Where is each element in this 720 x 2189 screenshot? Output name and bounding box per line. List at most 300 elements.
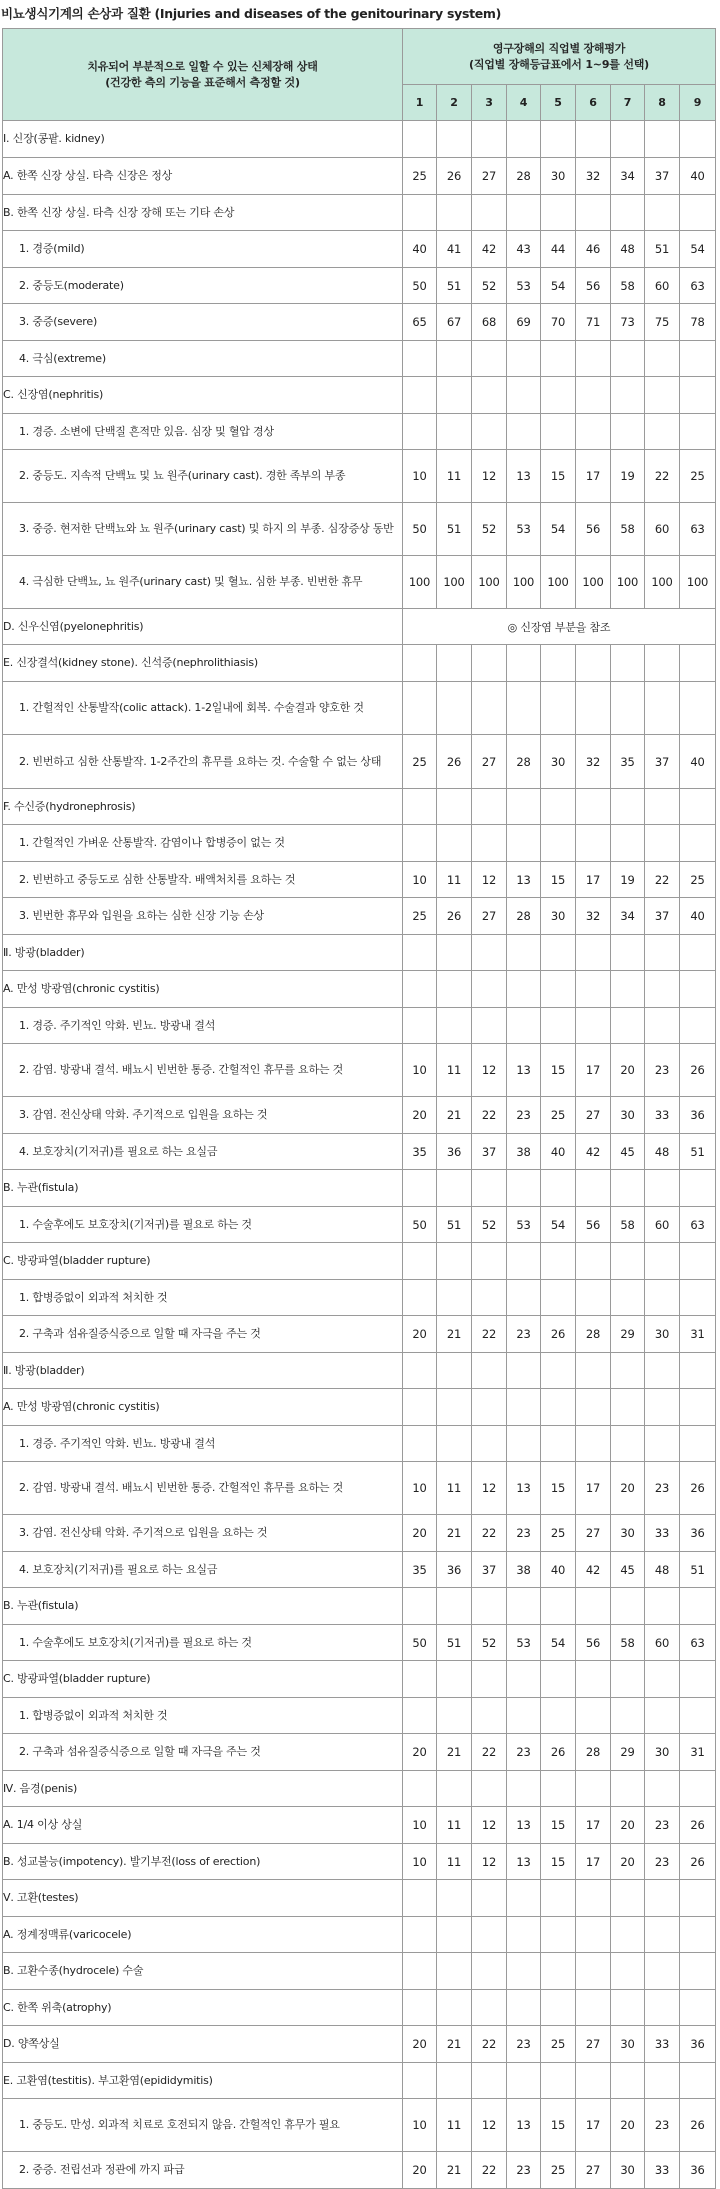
grade-value-cell: 19 (611, 450, 645, 503)
grade-value-cell: 20 (403, 2152, 437, 2189)
grade-value-cell: 67 (437, 304, 472, 341)
grade-value-cell (507, 1426, 541, 1462)
grade-value-cell: 29 (611, 1316, 645, 1353)
grade-value-cell: 22 (472, 1734, 507, 1771)
table-row (3, 1044, 716, 1097)
grade-value-cell (403, 341, 437, 377)
grade-value-cell (680, 1588, 716, 1625)
grade-value-cell (611, 1771, 645, 1807)
table-row (3, 1698, 716, 1734)
grade-value-cell (541, 1353, 576, 1389)
grade-value-cell (611, 195, 645, 231)
grade-value-cell (680, 935, 716, 971)
grade-value-cell: 30 (645, 1316, 680, 1353)
condition-label: B. 누관(fistula) (3, 1170, 403, 1207)
grade-value-cell: 51 (680, 1552, 716, 1588)
grade-value-cell: 30 (611, 1515, 645, 1552)
grade-value-cell: 70 (541, 304, 576, 341)
table-row (3, 1243, 716, 1280)
grade-value-cell (611, 1953, 645, 1990)
grade-value-cell (576, 825, 611, 862)
grade-value-cell (611, 377, 645, 414)
condition-label: 2. 구축과 섬유질증식증으로 일할 때 자극을 주는 것 (3, 1316, 403, 1353)
table-row (3, 503, 716, 556)
grade-value-cell (472, 1426, 507, 1462)
condition-label: 2. 감염. 방광내 결석. 배뇨시 빈번한 통증. 간헐적인 휴무를 요하는 것 (3, 1044, 403, 1097)
grade-value-cell: 60 (645, 1207, 680, 1243)
grade-value-cell (437, 789, 472, 825)
grade-value-cell (541, 1280, 576, 1316)
grade-value-cell (472, 1661, 507, 1698)
grade-value-cell: 10 (403, 2099, 437, 2152)
grade-value-cell: 36 (680, 2152, 716, 2189)
grade-value-cell (611, 1353, 645, 1389)
condition-label: A. 1/4 이상 상실 (3, 1807, 403, 1844)
grade-value-cell (645, 377, 680, 414)
condition-label: C. 방광파열(bladder rupture) (3, 1661, 403, 1698)
grade-value-cell (576, 1008, 611, 1044)
table-row (3, 789, 716, 825)
grade-value-cell: 30 (541, 735, 576, 789)
grade-value-cell: 52 (472, 503, 507, 556)
grade-value-cell: 38 (507, 1134, 541, 1170)
grade-value-cell (576, 971, 611, 1008)
disability-table (2, 28, 716, 2189)
grade-value-cell (403, 1588, 437, 1625)
grade-value-cell (611, 1698, 645, 1734)
grade-value-cell (507, 789, 541, 825)
grade-value-cell (680, 1426, 716, 1462)
grade-value-cell: 26 (680, 1044, 716, 1097)
grade-value-cell (507, 121, 541, 158)
grade-value-cell: 23 (645, 1844, 680, 1880)
table-row (3, 1316, 716, 1353)
grade-value-cell: 69 (507, 304, 541, 341)
grade-value-cell: 50 (403, 1625, 437, 1661)
condition-label: B. 한쪽 신장 상실. 타측 신장 장해 또는 기타 손상 (3, 195, 403, 231)
grade-value-cell: 10 (403, 862, 437, 898)
grade-value-cell (541, 1917, 576, 1953)
grade-value-cell: 58 (611, 1625, 645, 1661)
table-row (3, 1134, 716, 1170)
table-row (3, 1990, 716, 2026)
grade-value-cell: 12 (472, 862, 507, 898)
grade-value-cell (645, 1353, 680, 1389)
grade-value-cell (680, 377, 716, 414)
grade-value-cell: 100 (541, 556, 576, 609)
grade-value-cell: 53 (507, 268, 541, 304)
grade-value-cell (437, 682, 472, 735)
condition-column-header (3, 29, 403, 121)
table-row (3, 1389, 716, 1426)
grade-value-cell: 20 (403, 1515, 437, 1552)
grade-value-cell: 13 (507, 1044, 541, 1097)
table-row (3, 1280, 716, 1316)
grade-value-cell: 51 (437, 1625, 472, 1661)
grade-value-cell: 20 (403, 1316, 437, 1353)
table-row (3, 935, 716, 971)
grade-value-cell (507, 414, 541, 450)
condition-label: E. 고환염(testitis). 부고환염(epididymitis) (3, 2063, 403, 2099)
grade-value-cell (403, 1389, 437, 1426)
grade-value-cell: 25 (541, 1097, 576, 1134)
grade-value-cell: 56 (576, 1207, 611, 1243)
grade-value-cell: 10 (403, 450, 437, 503)
grade-value-cell: 54 (541, 1625, 576, 1661)
table-row (3, 2152, 716, 2189)
grade-value-cell (507, 195, 541, 231)
grade-header-2: 2 (437, 85, 472, 121)
grade-value-cell: 30 (611, 1097, 645, 1134)
grade-value-cell (576, 414, 611, 450)
table-row (3, 862, 716, 898)
grade-value-cell: 52 (472, 1625, 507, 1661)
grade-value-cell (437, 1170, 472, 1207)
condition-label: 4. 극심(extreme) (3, 341, 403, 377)
grade-value-cell (576, 1661, 611, 1698)
grade-value-cell: 42 (576, 1134, 611, 1170)
condition-label: 2. 중증. 전립선과 정관에 까지 파급 (3, 2152, 403, 2189)
grade-value-cell: 33 (645, 2152, 680, 2189)
grade-value-cell: 26 (437, 158, 472, 195)
grade-value-cell: 27 (576, 1097, 611, 1134)
condition-label: 3. 빈번한 휴무와 입원을 요하는 심한 신장 기능 손상 (3, 898, 403, 935)
grade-value-cell (576, 1280, 611, 1316)
grade-value-cell (472, 789, 507, 825)
grade-value-cell: 12 (472, 1044, 507, 1097)
grade-value-cell: 27 (576, 2026, 611, 2063)
grade-value-cell: 17 (576, 1844, 611, 1880)
grade-value-cell: 28 (507, 898, 541, 935)
condition-label: Ⅴ. 고환(testes) (3, 1880, 403, 1917)
grade-value-cell: 25 (403, 158, 437, 195)
grade-value-cell: 28 (507, 158, 541, 195)
condition-label: 2. 구축과 섬유질증식증으로 일할 때 자극을 주는 것 (3, 1734, 403, 1771)
grade-value-cell: 100 (507, 556, 541, 609)
grade-value-cell (541, 121, 576, 158)
table-header (3, 29, 716, 121)
grade-value-cell: 15 (541, 1807, 576, 1844)
condition-label: Ⅰ. 신장(콩팥. kidney) (3, 121, 403, 158)
grade-value-cell: 20 (403, 1734, 437, 1771)
grade-value-cell (576, 377, 611, 414)
grade-value-cell: 11 (437, 862, 472, 898)
grade-value-cell (541, 1698, 576, 1734)
grade-value-cell (645, 1170, 680, 1207)
table-row (3, 735, 716, 789)
grade-value-cell (645, 1990, 680, 2026)
grade-value-cell (541, 935, 576, 971)
grade-value-cell: 15 (541, 2099, 576, 2152)
grade-value-cell (576, 1771, 611, 1807)
grade-value-cell: 13 (507, 1807, 541, 1844)
grade-value-cell: 26 (437, 735, 472, 789)
grade-value-cell: 48 (645, 1552, 680, 1588)
grade-value-cell: 12 (472, 1844, 507, 1880)
grade-value-cell: 65 (403, 304, 437, 341)
grade-value-cell: 50 (403, 503, 437, 556)
grade-value-cell: 45 (611, 1134, 645, 1170)
grade-header-line1: 영구장해의 직업별 장해평가 (492, 41, 626, 55)
condition-label: 3. 감염. 전신상태 악화. 주기적으로 입원을 요하는 것 (3, 1515, 403, 1552)
grade-value-cell: 21 (437, 1097, 472, 1134)
grade-value-cell (472, 195, 507, 231)
table-row (3, 556, 716, 609)
grade-value-cell: 10 (403, 1807, 437, 1844)
grade-value-cell: 50 (403, 268, 437, 304)
grade-value-cell: 17 (576, 1807, 611, 1844)
grade-value-cell (611, 2063, 645, 2099)
grade-value-cell: 35 (611, 735, 645, 789)
condition-label: E. 신장결석(kidney stone). 신석증(nephrolithiasis) (3, 645, 403, 682)
grade-value-cell: 51 (437, 1207, 472, 1243)
grade-value-cell: 31 (680, 1734, 716, 1771)
condition-label: F. 수신증(hydronephrosis) (3, 789, 403, 825)
grade-value-cell: 13 (507, 1844, 541, 1880)
grade-value-cell (541, 1953, 576, 1990)
grade-value-cell (680, 1170, 716, 1207)
grade-value-cell (437, 414, 472, 450)
table-row (3, 1661, 716, 1698)
grade-value-cell (507, 682, 541, 735)
table-row (3, 1097, 716, 1134)
reference-note: ◎ 신장염 부분을 참조 (403, 609, 716, 645)
grade-value-cell: 11 (437, 1807, 472, 1844)
grade-value-cell (541, 1771, 576, 1807)
condition-label: B. 누관(fistula) (3, 1588, 403, 1625)
grade-value-cell (645, 682, 680, 735)
grade-value-cell: 25 (541, 2026, 576, 2063)
grade-value-cell (611, 1280, 645, 1316)
condition-label: B. 성교불능(impotency). 발기부전(loss of erection) (3, 1844, 403, 1880)
grade-value-cell: 22 (472, 2026, 507, 2063)
grade-value-cell: 11 (437, 2099, 472, 2152)
grade-value-cell (403, 1008, 437, 1044)
grade-value-cell: 26 (437, 898, 472, 935)
condition-label: 3. 중증. 현저한 단백뇨와 뇨 원주(urinary cast) 및 하지 의 부종. 심장증상 동반 (3, 503, 403, 556)
grade-group-header (403, 29, 716, 85)
grade-value-cell (645, 1426, 680, 1462)
grade-value-cell (403, 1698, 437, 1734)
grade-value-cell (437, 825, 472, 862)
table-row (3, 158, 716, 195)
table-row (3, 414, 716, 450)
grade-value-cell: 23 (645, 1462, 680, 1515)
grade-value-cell (680, 825, 716, 862)
grade-value-cell: 34 (611, 898, 645, 935)
grade-value-cell (576, 1880, 611, 1917)
grade-value-cell: 20 (611, 2099, 645, 2152)
grade-value-cell (680, 682, 716, 735)
grade-value-cell (403, 1243, 437, 1280)
grade-value-cell (541, 1880, 576, 1917)
table-row (3, 2099, 716, 2152)
grade-value-cell: 40 (403, 231, 437, 268)
grade-value-cell: 100 (611, 556, 645, 609)
grade-value-cell (680, 195, 716, 231)
table-row (3, 1880, 716, 1917)
grade-value-cell (645, 121, 680, 158)
condition-label: 1. 경증. 소변에 단백질 흔적만 있음. 심장 및 혈압 경상 (3, 414, 403, 450)
grade-value-cell (507, 935, 541, 971)
grade-value-cell (403, 1917, 437, 1953)
grade-value-cell: 51 (645, 231, 680, 268)
grade-value-cell: 23 (507, 1734, 541, 1771)
table-row (3, 195, 716, 231)
grade-value-cell (472, 1588, 507, 1625)
grade-value-cell: 13 (507, 450, 541, 503)
grade-value-cell: 31 (680, 1316, 716, 1353)
grade-value-cell (576, 1426, 611, 1462)
grade-value-cell (403, 789, 437, 825)
grade-value-cell: 26 (680, 2099, 716, 2152)
condition-label: A. 만성 방광염(chronic cystitis) (3, 1389, 403, 1426)
grade-value-cell: 11 (437, 450, 472, 503)
grade-value-cell (507, 1588, 541, 1625)
condition-label: 2. 중등도(moderate) (3, 268, 403, 304)
grade-value-cell (611, 1426, 645, 1462)
grade-value-cell (611, 1880, 645, 1917)
grade-value-cell (507, 1917, 541, 1953)
grade-value-cell (645, 1698, 680, 1734)
grade-value-cell (507, 1698, 541, 1734)
grade-value-cell: 28 (576, 1734, 611, 1771)
grade-value-cell (437, 1426, 472, 1462)
grade-value-cell (645, 971, 680, 1008)
condition-label: A. 만성 방광염(chronic cystitis) (3, 971, 403, 1008)
grade-value-cell: 21 (437, 1316, 472, 1353)
grade-value-cell: 15 (541, 862, 576, 898)
grade-value-cell (645, 414, 680, 450)
grade-value-cell: 23 (645, 1044, 680, 1097)
grade-value-cell: 36 (680, 1515, 716, 1552)
grade-value-cell (576, 1389, 611, 1426)
table-row (3, 609, 716, 645)
grade-value-cell (403, 1280, 437, 1316)
condition-label: 1. 합병증없이 외과적 처치한 것 (3, 1280, 403, 1316)
grade-value-cell: 15 (541, 1462, 576, 1515)
grade-value-cell (680, 1990, 716, 2026)
condition-label: 1. 간헐적인 산통발작(colic attack). 1-2일내에 회복. 수술결과 양호한 것 (3, 682, 403, 735)
grade-value-cell (507, 341, 541, 377)
grade-value-cell: 21 (437, 1515, 472, 1552)
grade-value-cell: 37 (645, 898, 680, 935)
grade-value-cell (680, 1008, 716, 1044)
grade-value-cell (680, 789, 716, 825)
condition-label: Ⅳ. 음경(penis) (3, 1771, 403, 1807)
grade-value-cell: 44 (541, 231, 576, 268)
grade-value-cell: 51 (680, 1134, 716, 1170)
grade-value-cell (403, 121, 437, 158)
grade-value-cell (680, 1917, 716, 1953)
condition-label: C. 방광파열(bladder rupture) (3, 1243, 403, 1280)
grade-value-cell (507, 825, 541, 862)
grade-value-cell: 10 (403, 1844, 437, 1880)
grade-value-cell: 23 (507, 2152, 541, 2189)
grade-value-cell: 20 (611, 1462, 645, 1515)
grade-value-cell (645, 935, 680, 971)
grade-value-cell (576, 121, 611, 158)
grade-value-cell (645, 1661, 680, 1698)
grade-value-cell (507, 1170, 541, 1207)
grade-value-cell (611, 121, 645, 158)
grade-value-cell: 25 (541, 2152, 576, 2189)
grade-value-cell: 32 (576, 158, 611, 195)
grade-value-cell (576, 1353, 611, 1389)
grade-value-cell: 58 (611, 503, 645, 556)
grade-value-cell (507, 2063, 541, 2099)
grade-value-cell (645, 1243, 680, 1280)
grade-value-cell (403, 1953, 437, 1990)
grade-value-cell: 35 (403, 1552, 437, 1588)
grade-value-cell (507, 1990, 541, 2026)
grade-value-cell (576, 1170, 611, 1207)
grade-value-cell: 56 (576, 503, 611, 556)
grade-value-cell: 15 (541, 1844, 576, 1880)
condition-label: 2. 빈번하고 중등도로 심한 산통발작. 배액처치를 요하는 것 (3, 862, 403, 898)
grade-value-cell: 43 (507, 231, 541, 268)
grade-header-5: 5 (541, 85, 576, 121)
grade-value-cell (680, 414, 716, 450)
grade-value-cell (472, 1698, 507, 1734)
grade-value-cell (437, 971, 472, 1008)
grade-value-cell (541, 195, 576, 231)
condition-label: 1. 합병증없이 외과적 처치한 것 (3, 1698, 403, 1734)
grade-value-cell (472, 1990, 507, 2026)
grade-value-cell (680, 1280, 716, 1316)
table-row (3, 1552, 716, 1588)
grade-value-cell: 17 (576, 1462, 611, 1515)
grade-value-cell (541, 682, 576, 735)
grade-value-cell: 23 (507, 1097, 541, 1134)
grade-value-cell: 10 (403, 1462, 437, 1515)
condition-label: C. 신장염(nephritis) (3, 377, 403, 414)
grade-value-cell (437, 1661, 472, 1698)
condition-label: C. 한쪽 위축(atrophy) (3, 1990, 403, 2026)
grade-value-cell: 28 (507, 735, 541, 789)
grade-value-cell: 27 (472, 158, 507, 195)
grade-value-cell: 53 (507, 503, 541, 556)
grade-value-cell (680, 2063, 716, 2099)
grade-value-cell: 36 (437, 1134, 472, 1170)
grade-value-cell: 25 (680, 862, 716, 898)
grade-value-cell: 100 (645, 556, 680, 609)
grade-value-cell (472, 377, 507, 414)
condition-label: 1. 중등도. 만성. 외과적 치료로 호전되지 않음. 간헐적인 휴무가 필요 (3, 2099, 403, 2152)
grade-value-cell (472, 971, 507, 1008)
grade-value-cell: 22 (472, 2152, 507, 2189)
grade-value-cell (437, 1588, 472, 1625)
grade-value-cell (437, 1990, 472, 2026)
grade-value-cell (472, 1170, 507, 1207)
grade-value-cell: 71 (576, 304, 611, 341)
grade-value-cell (507, 1953, 541, 1990)
grade-value-cell: 17 (576, 450, 611, 503)
grade-value-cell (645, 341, 680, 377)
grade-value-cell (507, 1661, 541, 1698)
grade-value-cell: 26 (541, 1734, 576, 1771)
grade-value-cell: 51 (437, 268, 472, 304)
grade-value-cell: 48 (611, 231, 645, 268)
grade-value-cell (403, 377, 437, 414)
grade-value-cell (645, 1389, 680, 1426)
grade-value-cell: 60 (645, 1625, 680, 1661)
grade-value-cell (403, 414, 437, 450)
grade-value-cell (403, 971, 437, 1008)
grade-header-1: 1 (403, 85, 437, 121)
grade-value-cell (611, 682, 645, 735)
grade-value-cell (541, 414, 576, 450)
